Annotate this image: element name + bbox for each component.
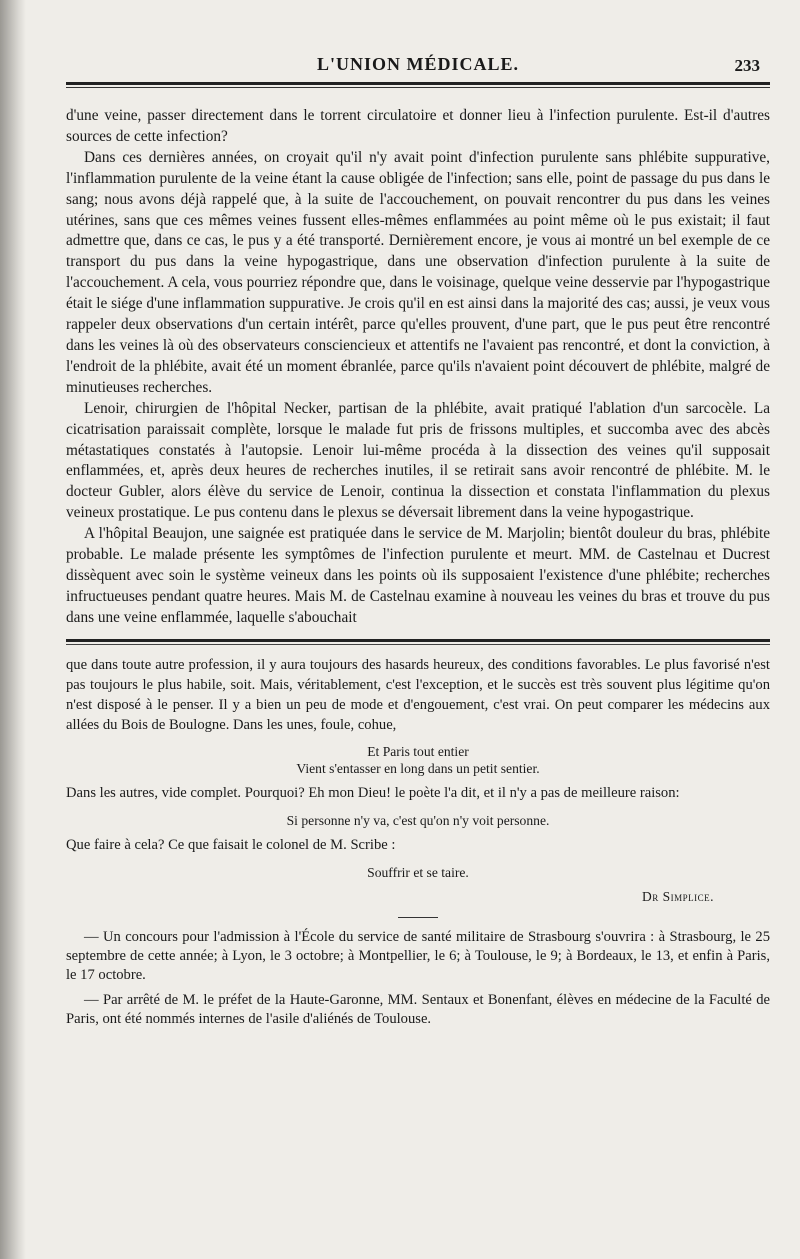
paragraph: Dans les autres, vide complet. Pourquoi? Eh mon Dieu! le poète l'a dit, et il n'y a pas de meilleure raison: xyxy=(66,784,680,801)
verse-quote: Si personne n'y va, c'est qu'on n'y voit personne. xyxy=(286,812,550,828)
news-item: — Par arrêté de M. le préfet de la Haute-Garonne, MM. Sentaux et Bonenfant, élèves en médecine de la Faculté de Paris, ont été nommés internes de l'asile d'aliénés de Toulouse. xyxy=(66,991,770,1027)
paragraph: Que faire à cela? Ce que faisait le colonel de M. Scribe : xyxy=(66,836,396,853)
feuilleton xyxy=(66,655,770,907)
article-body xyxy=(66,106,770,629)
feuilleton-separator xyxy=(66,639,770,645)
paragraph: Dans ces dernières années, on croyait qu'il n'y avait point d'infection purulente sans phlébite suppurative, l'inflammation purulente de la veine étant la cause obligée de l'infection; sans elle, point de passage du pus dans le sang; nous avons déjà rappelé que, à la suite de l'accouchement, on pouvait rencontrer du pus dans les veines utérines, sans que ces mêmes veines fussent elles-mêmes enflammées au point même où le pus existait; il faut admettre que, dans ce cas, le pus y a été transporté. Dernièrement encore, je vous ai montré un bel exemple de ce transport du pus dans la veine hypogastrique, dans une observation d'infection purulente à la suite de l'accouchement. A cela, vous pourriez répondre que, dans le voisinage, quelque veine desservie par l'hypogastrique était le siége d'une inflammation suppurative. Je crois qu'il en est ainsi dans la majorité des cas; aussi, je veux vous rappeler deux observations d'un certain intérêt, parce qu'elles prouvent, d'une part, que le pus peut être rencontré dans les veines là où des observateurs consciencieux et attentifs ne l'avaient pas rencontré, et dont la conviction, à l'endroit de la phlébite, avait été un moment ébranlée, parce qu'ils n'avaient point découvert de phlébite, malgré de minutieuses recherches. xyxy=(66,148,770,396)
page-header xyxy=(66,0,770,88)
signature: Dr Simplice. xyxy=(641,888,714,904)
news-separator xyxy=(398,917,438,918)
page-number: 233 xyxy=(734,56,760,75)
verse-line: Vient s'entasser en long dans un petit sentier. xyxy=(296,760,540,776)
paragraph: que dans toute autre profession, il y aura toujours des hasards heureux, des conditions favorables. Le plus favorisé n'est pas toujours le plus habile, soit. Mais, véritablement, c'est l'exception, et le succès est très souvent plus légitime qu'on n'est disposé à le penser. Il y a bien un peu de mode et d'engouement, c'est vrai. On peut comparer les médecins aux allées du Bois de Boulogne. Dans les unes, foule, cohue, xyxy=(66,656,770,733)
header-rule-thin xyxy=(66,87,770,88)
paragraph: d'une veine, passer directement dans le torrent circulatoire et donner lieu à l'infection purulente. Est-il d'autres sources de cette infection? xyxy=(66,107,770,145)
journal-title: L'UNION MÉDICALE. xyxy=(316,54,520,74)
verse-quote xyxy=(66,743,770,777)
news-items xyxy=(66,928,770,1029)
paragraph: Lenoir, chirurgien de l'hôpital Necker, partisan de la phlébite, avait pratiqué l'ablation d'un sarcocèle. La cicatrisation paraissait complète, lorsque le malade fut pris de frissons multiples, et succomba avec des abcès métastatiques constatés à l'autopsie. Lenoir lui-même procéda à la dissection des veines qu'il supposait enflammées, et, après deux heures de recherches inutiles, il se retirait sans avoir rencontré de phlébite. M. le docteur Gubler, alors élève du service de Lenoir, continua la dissection et constata l'inflammation du plexus veineux prostatique. Le pus contenu dans le plexus se déversait librement dans la veine hypogastrique. xyxy=(66,399,770,522)
paragraph: A l'hôpital Beaujon, une saignée est pratiquée dans le service de M. Marjolin; bientôt douleur du bras, phlébite probable. Le malade présente les symptômes de l'infection purulente et meurt. MM. de Castelnau et Ducrest dissèquent avec soin le système veineux dans les points où ils supposaient l'existence d'une phlébite; recherches infructueuses pendant quatre heures. Mais M. de Castelnau examine à nouveau les veines du bras et trouve du pus dans une veine enflammée, laquelle s'abouchait xyxy=(66,525,770,626)
verse-line: Et Paris tout entier xyxy=(367,743,469,759)
verse-quote: Souffrir et se taire. xyxy=(367,864,469,880)
news-item: — Un concours pour l'admission à l'École du service de santé militaire de Strasbourg s'ouvrira : à Strasbourg, le 25 septembre de cette année; à Lyon, le 3 octobre; à Montpellier, le 6; à Toulouse, le 9; à Bordeaux, le 13, et enfin à Paris, le 17 octobre. xyxy=(66,928,770,983)
header-rule xyxy=(66,82,770,85)
